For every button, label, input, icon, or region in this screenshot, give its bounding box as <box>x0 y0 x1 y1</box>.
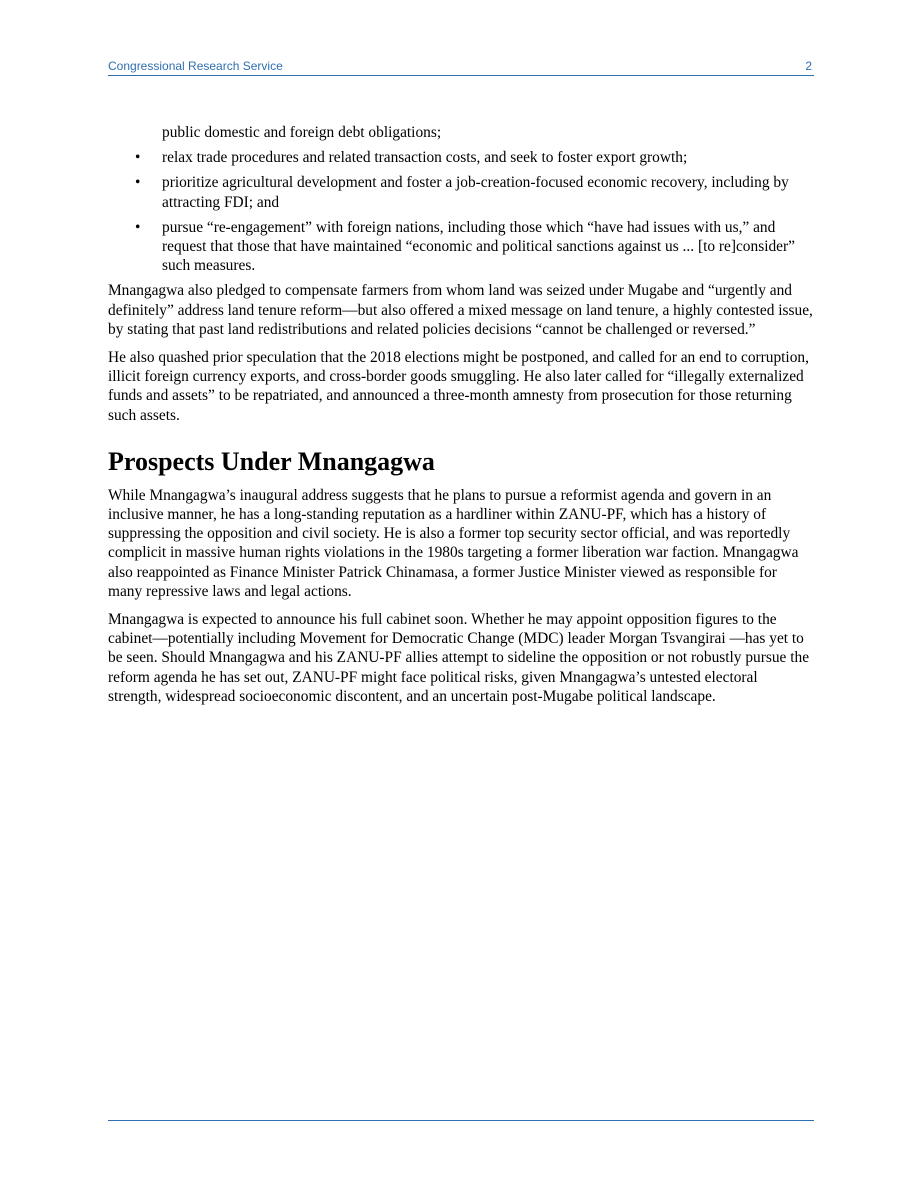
footer-divider <box>108 1120 814 1121</box>
bullet-item <box>108 148 814 167</box>
bullet-item <box>108 173 814 211</box>
bullet-icon: • <box>135 218 141 236</box>
page-header <box>108 57 814 76</box>
paragraph-land-tenure: Mnangagwa also pledged to compensate farmers from whom land was seized under Mugabe and “urgently and definitely” address land tenure reform—but also offered a mixed message on land tenure, a highly contested issue, by stating that past land redistributions and related policies decisions “cannot be challenged or reversed.” <box>108 282 813 338</box>
bullet-text: pursue “re-engagement” with foreign nations, including those which “have had issues with us,” and request that those that have maintained “economic and political sanctions against us ... [to re]consider” such measures. <box>162 218 795 275</box>
bullet-text: prioritize agricultural development and foster a job-creation-focused economic recovery, including by attracting FDI; and <box>162 174 789 211</box>
paragraph-elections-corruption: He also quashed prior speculation that the 2018 elections might be postponed, and called for an end to corruption, illicit foreign currency exports, and cross-border goods smuggling. He also later called for “illegally externalized funds and assets” to be repatriated, and announced a three-month amnesty from prosecution for those returning such assets. <box>108 349 809 424</box>
header-organization: Congressional Research Service <box>108 59 283 73</box>
bullet-icon: • <box>135 174 141 192</box>
bullet-continuation: public domestic and foreign debt obligations; <box>162 124 442 141</box>
bullet-text: relax trade procedures and related transaction costs, and seek to foster export growth; <box>162 149 688 167</box>
section-heading: Prospects Under Mnangagwa <box>108 446 435 476</box>
paragraph-cabinet: Mnangagwa is expected to announce his full cabinet soon. Whether he may appoint opposition figures to the cabinet—potentially including Movement for Democratic Change (MDC) leader Morgan Tsvangirai —has yet to be seen. Should Mnangagwa and his ZANU-PF allies attempt to sideline the opposition or not robustly pursue the reform agenda he has set out, ZANU-PF might face political risks, given Mnangagwa’s untested electoral strength, widespread socioeconomic discontent, and an uncertain post-Mugabe political landscape. <box>108 611 810 705</box>
bullet-icon: • <box>135 149 141 167</box>
paragraph-reputation: While Mnangagwa’s inaugural address suggests that he plans to pursue a reformist agenda and govern in an inclusive manner, he has a long-standing reputation as a hardliner within ZANU-PF, which has a history of suppressing the opposition and civil society. He is also a former top security sector official, and was reportedly complicit in massive human rights violations in the 1980s targeting a former liberation war faction. Mnangagwa also reappointed as Finance Minister Patrick Chinamasa, a former Justice Minister viewed as responsible for many repressive laws and legal actions. <box>108 486 799 600</box>
bullet-item <box>108 218 814 276</box>
document-body <box>108 123 814 715</box>
bullet-list <box>108 148 814 275</box>
page-number: 2 <box>805 59 812 73</box>
